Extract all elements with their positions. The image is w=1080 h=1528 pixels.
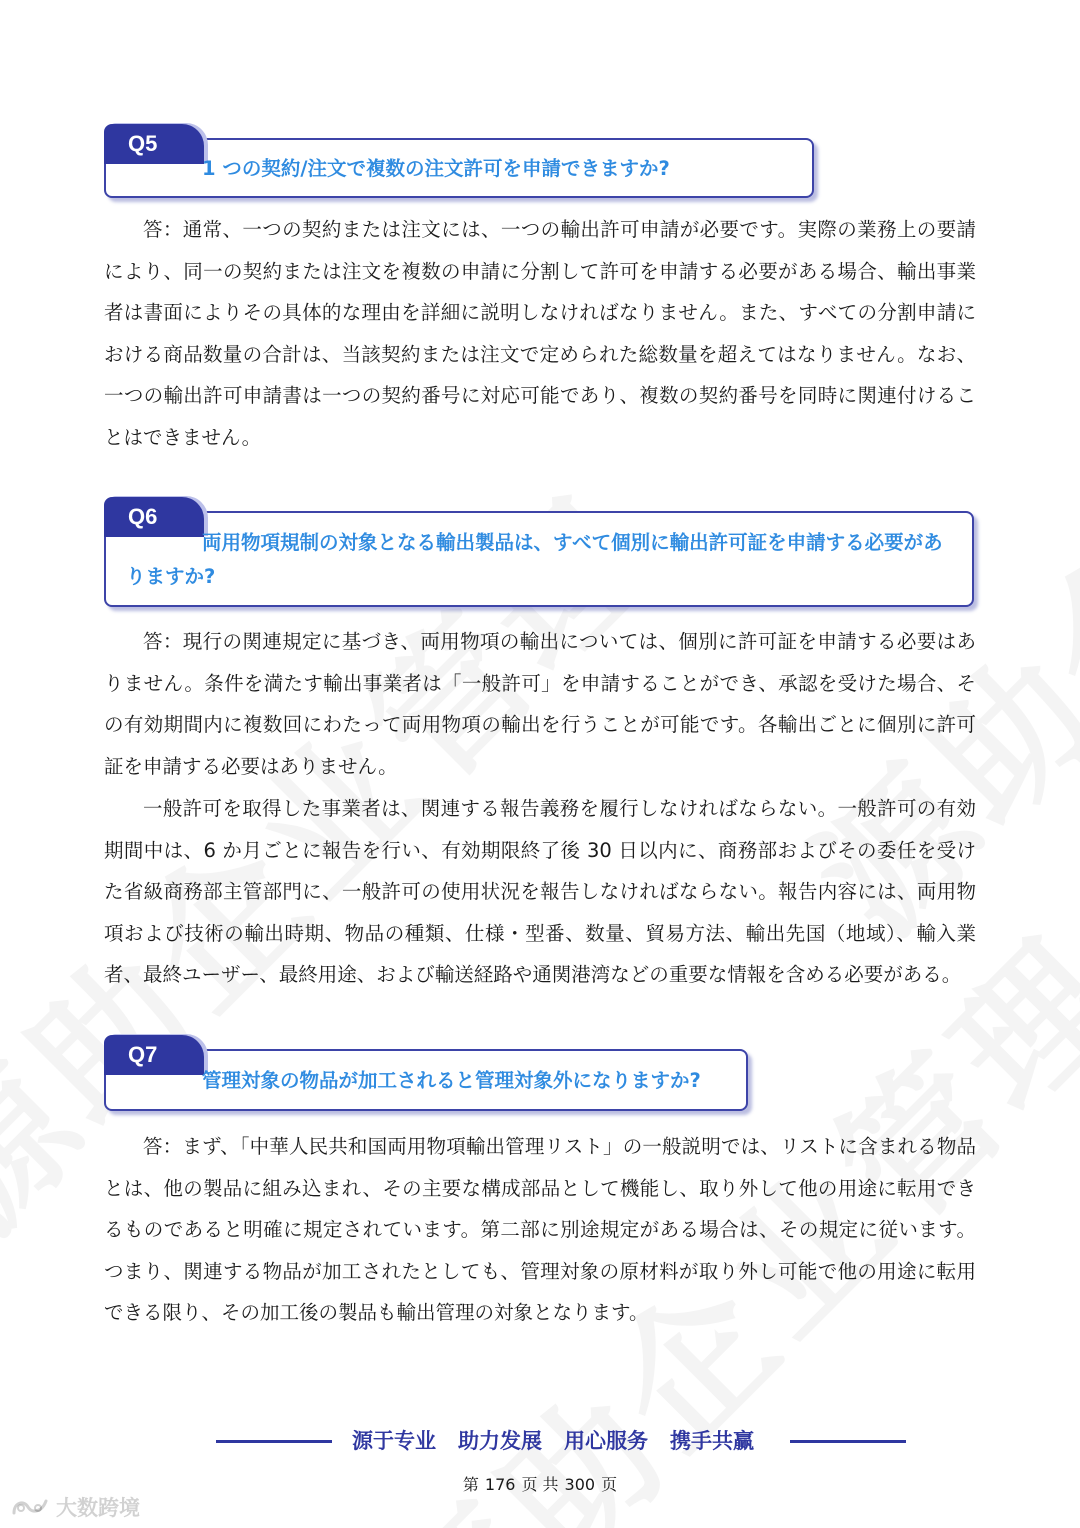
page-suffix: 页 [601,1475,618,1494]
question-title-line-1: 両用物項規制の対象となる輸出製品は、すべて個別に輸出許可証を申請する必要があ [202,531,943,554]
brand-watermark [10,1492,140,1522]
footer-slogan [0,1424,1080,1458]
question-title: 1 つの契約/注文で複数の注文許可を申請できますか? [202,157,670,180]
question-box-q5 [104,124,824,200]
question-tab [104,124,204,164]
question-tab [104,497,204,537]
question-label: Q6 [128,504,158,529]
answer-paragraph: 一般許可を取得した事業者は、関連する報告義務を履行しなければならない。一般許可の有効期間中は、6 か月ごとに報告を行い、有効期限終了後 30 日以内に、商務部およびその委任を受けた省級商務部主管部門に、一般許可の使用状況を報告しなければならない。報告内容には、両用物項および技術の輸出時期、物品の種類、仕様・型番、数量、貿易方法、輸出先国（地域）、輸入業者、最終ユーザー、最終用途、および輸送経路や通関港湾などの重要な情報を含める必要がある。 [104,797,976,987]
answer-paragraph: 答：現行の関連規定に基づき、両用物項の輸出については、個別に許可証を申請する必要はありません。条件を満たす輸出事業者は「一般許可」を申請することができ、承認を受けた場合、その有効期間内に複数回にわたって両用物項の輸出を行うことが可能です。各輸出ごとに個別に許可証を申請する必要はありません。 [104,630,976,778]
page-current: 176 [484,1475,516,1494]
footer-line-right [790,1440,906,1443]
question-title: 管理対象の物品が加工されると管理対象外になりますか? [202,1069,701,1092]
page-mid: 页 共 [521,1475,559,1494]
question-box-q7 [104,1035,754,1113]
footer-line-left [216,1440,332,1443]
page-total: 300 [564,1475,596,1494]
question-tab [104,1035,204,1075]
slogan-item: 携手共赢 [670,1429,754,1453]
page-number [0,1473,1080,1497]
question-title-line-2: りますか? [126,565,216,588]
brand-logo-icon [10,1496,50,1518]
answer-paragraph: 答：通常、一つの契約または注文には、一つの輸出許可申請が必要です。実際の業務上の要請により、同一の契約または注文を複数の申請に分割して許可を申請する必要がある場合、輸出事業者は書面によりその具体的な理由を詳細に説明しなければなりません。また、すべての分割申請における商品数量の合計は、当該契約または注文で定められた総数量を超えてはなりません。なお、一つの輸出許可申請書は一つの契約番号に対応可能であり、複数の契約番号を同時に関連付けることはできません。 [104,218,976,449]
brand-name: 大数跨境 [56,1496,140,1520]
slogan-item: 用心服务 [564,1429,648,1453]
question-box-q6 [104,497,984,609]
question-label: Q7 [128,1042,158,1067]
answer-paragraph: 答：まず、「中華人民共和国両用物項輸出管理リスト」の一般説明では、リストに含まれる物品とは、他の製品に組み込まれ、その主要な構成部品として機能し、取り外して他の用途に転用できるものであると明確に規定されています。第二部に別途規定がある場合は、その規定に従います。つまり、関連する物品が加工されたとしても、管理対象の原材料が取り外し可能で他の用途に転用できる限り、その加工後の製品も輸出管理の対象となります。 [104,1135,976,1325]
question-label: Q5 [128,131,158,156]
slogan-item: 助力发展 [458,1429,542,1453]
page-prefix: 第 [462,1475,479,1494]
slogan-list [352,1424,754,1458]
slogan-item: 源于专业 [352,1429,436,1453]
